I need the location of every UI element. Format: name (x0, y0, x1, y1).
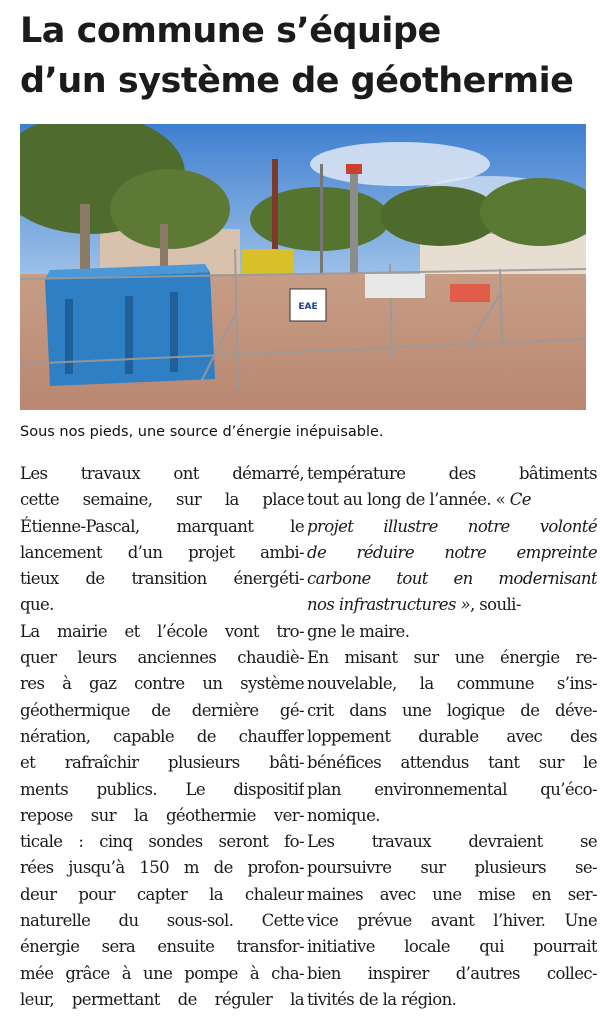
headline-line-2: d’un système de géothermie (20, 61, 574, 101)
photo-caption: Sous nos pieds, une source d’énergie inépuisable. (20, 424, 384, 440)
body-line: naturelle du sous-sol. Cette (20, 911, 304, 931)
body-line: Étienne-Pascal, marquant le (20, 516, 304, 536)
headline-line-1: La commune s’équipe (20, 11, 441, 51)
body-line: loppement durable avec des (307, 726, 597, 746)
body-line: température des bâtiments (307, 464, 597, 483)
body-line: nération, capable de chauffer (20, 726, 304, 746)
body-line: ticale : cinq sondes seront fo- (20, 832, 304, 852)
article-column-right (307, 461, 597, 1013)
body-line: cette semaine, sur la place (20, 490, 304, 510)
body-line: plan environnemental qu’éco- (307, 779, 597, 799)
body-line: res à gaz contre un système (20, 674, 304, 694)
body-line: maines avec une mise en ser- (307, 884, 597, 904)
body-line (307, 487, 597, 513)
body-line: énergie sera ensuite transfor- (20, 937, 304, 957)
body-line: En misant sur une énergie re- (307, 648, 597, 668)
article-headline (20, 6, 590, 106)
body-line: nouvelable, la commune s’ins- (307, 674, 597, 694)
body-line: vice prévue avant l’hiver. Une (307, 911, 597, 931)
body-line: bien inspirer d’autres collec- (307, 963, 597, 983)
body-text: tout au long de l’année. « (307, 490, 510, 510)
body-line: bénéfices attendus tant sur le (307, 753, 597, 773)
body-line: ments publics. Le dispositif (20, 779, 304, 799)
quote-text: nos infrastructures » (307, 595, 470, 615)
quote-text: Ce (509, 490, 531, 510)
body-line: rées jusqu’à 150 m de profon- (20, 858, 304, 878)
body-line: lancement d’un projet ambi- (20, 542, 304, 562)
body-line: Les travaux devraient se (307, 832, 597, 852)
body-line: poursuivre sur plusieurs se- (307, 858, 597, 878)
body-line: et rafraîchir plusieurs bâti- (20, 753, 304, 773)
body-line: repose sur la géothermie ver- (20, 805, 304, 825)
body-text: , souli- (469, 595, 521, 615)
body-line: quer leurs anciennes chaudiè- (20, 648, 304, 668)
body-line: Les travaux ont démarré, (20, 464, 304, 483)
quote-line: projet illustre notre volonté (307, 516, 597, 536)
article-photo (20, 124, 586, 410)
body-line: mée grâce à une pompe à cha- (20, 963, 304, 983)
body-line: gne le maire. (307, 621, 410, 641)
body-line: deur pour capter la chaleur (20, 884, 304, 904)
body-line: La mairie et l’école vont tro- (20, 621, 304, 641)
photo-sign-text: EAE (298, 302, 318, 312)
body-line: tivités de la région. (307, 989, 457, 1009)
body-line: leur, permettant de réguler la (20, 989, 304, 1009)
body-line (307, 592, 597, 618)
quote-line: carbone tout en modernisant (307, 569, 597, 589)
body-line: crit dans une logique de déve- (307, 700, 597, 720)
body-line: que. (20, 595, 54, 615)
body-line: géothermique de dernière gé- (20, 700, 304, 720)
article-column-left (20, 461, 304, 1013)
body-line: nomique. (307, 805, 380, 825)
body-line: tieux de transition énergéti- (20, 569, 304, 589)
quote-line: de réduire notre empreinte (307, 542, 597, 562)
body-line: initiative locale qui pourrait (307, 937, 597, 957)
